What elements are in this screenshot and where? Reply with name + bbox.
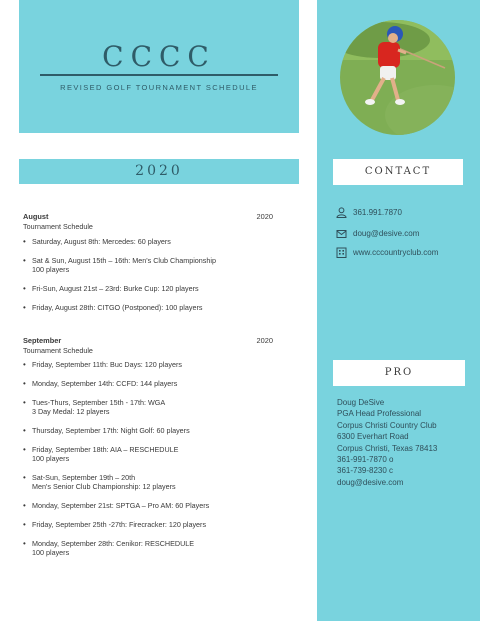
event-item: • Sat & Sun, August 15th – 16th: Men's Club Championship 100 players [23, 256, 273, 274]
event-list [23, 360, 273, 557]
golfer-photo [340, 20, 455, 135]
contact-phone[interactable]: 361.991.7870 [353, 208, 402, 217]
pro-cell-phone: 361-739-8230 c [337, 466, 394, 476]
section-header [23, 212, 273, 221]
event-item: • Saturday, August 8th: Mercedes: 60 players [23, 237, 273, 246]
document-subtitle: REVISED GOLF TOURNAMENT SCHEDULE [60, 83, 258, 92]
year-banner: 2020 [19, 159, 299, 184]
pro-street: 6300 Everhart Road [337, 432, 409, 442]
pro-city: Corpus Christi, Texas 78413 [337, 443, 438, 453]
section-subtitle: Tournament Schedule [23, 346, 93, 355]
contact-heading: CONTACT [333, 159, 463, 185]
section-month: August [23, 212, 49, 221]
pro-club: Corpus Christi Country Club [337, 420, 437, 430]
schedule-section-september [23, 336, 273, 567]
person-icon [336, 207, 347, 218]
event-list [23, 237, 273, 312]
section-subtitle: Tournament Schedule [23, 222, 93, 231]
event-item: • Monday, September 21st: SPTGA – Pro AM: 60 Players [23, 501, 273, 510]
club-logo: CCCC [102, 40, 216, 73]
building-icon [336, 247, 347, 258]
event-item: • Tues-Thurs, September 15th - 17th: WGA 3 Day Medal: 12 players [23, 398, 273, 416]
section-month: September [23, 336, 62, 345]
event-item: • Friday, September 18th: AIA – RESCHEDULE 100 players [23, 445, 273, 463]
contact-email[interactable]: doug@desive.com [353, 229, 420, 238]
event-item: • Friday, August 28th: CITGO (Postponed): 100 players [23, 303, 273, 312]
logo-divider [40, 74, 278, 76]
contact-email-row [336, 228, 419, 239]
pro-office-phone: 361-991-7870 o [337, 455, 394, 465]
pro-email: doug@desive.com [337, 477, 404, 487]
event-item: • Fri-Sun, August 21st – 23rd: Burke Cup: 120 players [23, 284, 273, 293]
section-header [23, 336, 273, 345]
section-year: 2020 [256, 212, 273, 221]
event-item: • Monday, September 28th: Cenikor: RESCHEDULE 100 players [23, 539, 273, 557]
event-item: • Friday, September 11th: Buc Days: 120 players [23, 360, 273, 369]
event-item: • Monday, September 14th: CCFD: 144 players [23, 379, 273, 388]
pro-details [337, 397, 477, 488]
contact-website-row [336, 247, 438, 258]
pro-name: Doug DeSive [337, 398, 385, 407]
contact-website[interactable]: www.cccountryclub.com [353, 248, 439, 257]
event-item: • Sat-Sun, September 19th – 20th Men's Senior Club Championship: 12 players [23, 473, 273, 491]
event-item: • Friday, September 25th -27th: Firecracker: 120 players [23, 520, 273, 529]
mail-icon [336, 228, 347, 239]
pro-title: PGA Head Professional [337, 409, 422, 419]
section-year: 2020 [256, 336, 273, 345]
event-item: • Thursday, September 17th: Night Golf: 60 players [23, 426, 273, 435]
schedule-section-august [23, 212, 273, 322]
contact-phone-row [336, 207, 402, 218]
pro-heading: PRO [333, 360, 465, 386]
